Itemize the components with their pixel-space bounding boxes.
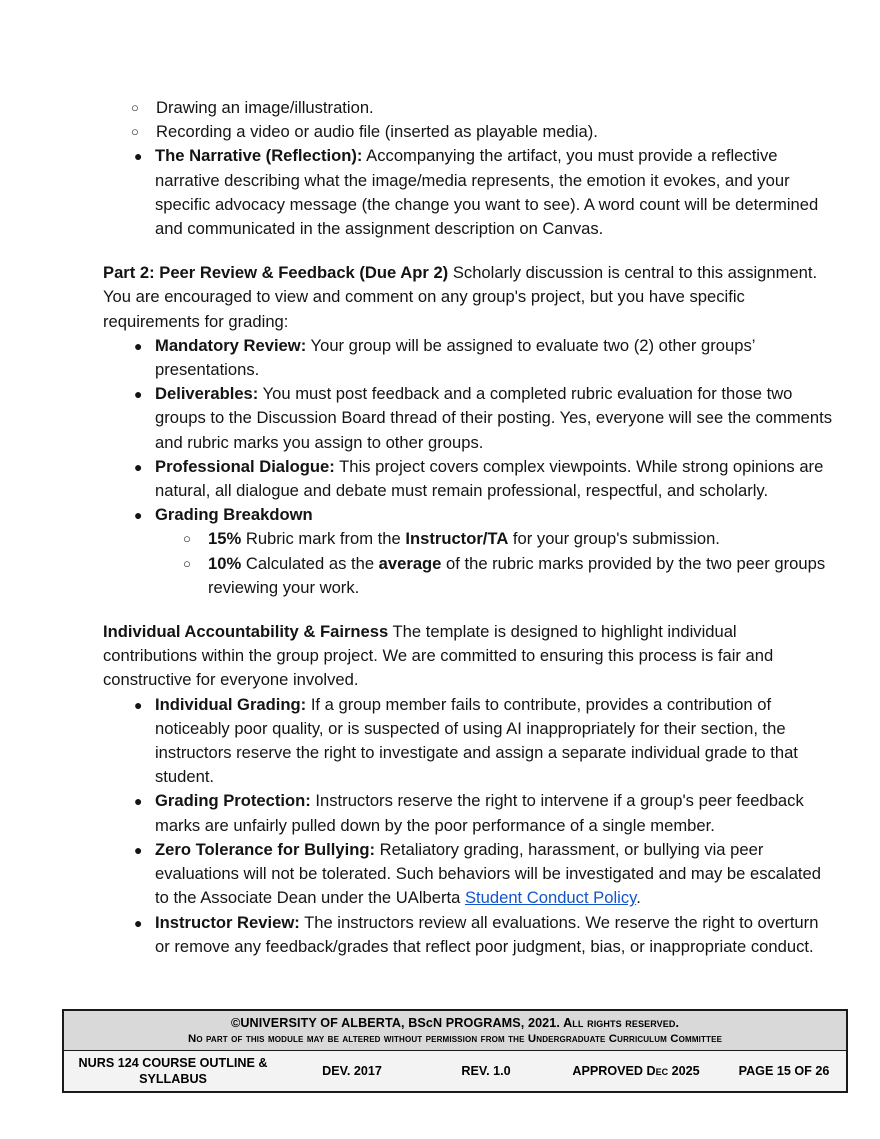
footer-cell-rev: REV. 1.0 <box>461 1064 511 1078</box>
list-item-text: Calculated as the <box>241 553 379 573</box>
disc-bullet-icon: ● <box>134 914 143 931</box>
list-item-text: Accompanying the artifact, you must provide a reflective narrative describing what the image/media represents, the emotion it evokes, and your specific advocacy message (the change you want to see). A word count will be determined and communicated in the assignment description on Canvas. <box>155 146 819 239</box>
footer-cell-page-number: PAGE 15 OF 26 <box>738 1064 830 1078</box>
paragraph-lead: Part 2: Peer Review & Feedback (Due Apr 2) <box>103 263 449 283</box>
circle-bullet-icon: ○ <box>183 555 191 571</box>
list-item-text: Recording a video or audio file (inserted as playable media). <box>156 122 598 142</box>
list-item-lead: Deliverables: <box>155 384 259 404</box>
disc-bullet-icon: ● <box>134 337 143 354</box>
list-item-text-tail: of the rubric marks provided by the two peer groups reviewing your work. <box>208 553 826 597</box>
paragraph-text: The template is designed to highlight individual contributions within the group project. We are committed to ensuring this process is fair and constructive for everyone involved. <box>103 622 774 690</box>
list-item-text: Your group will be assigned to evaluate two (2) other groups’ presentations. <box>155 335 755 380</box>
disc-bullet-icon: ● <box>134 148 143 165</box>
paragraph-lead: Individual Accountability & Fairness <box>103 622 389 642</box>
page-footer <box>62 1009 848 1093</box>
list-item-lead: Instructor Review: <box>155 912 300 932</box>
list-item-text: If a group member fails to contribute, provides a contribution of noticeably poor quality, or is suspected of using AI inappropriately for their section, the instructors reserve the right to investigate and assign a separate individual grade to that student. <box>155 694 798 787</box>
footer-cell-dev: DEV. 2017 <box>322 1064 382 1078</box>
footer-approved-label: APPROVED <box>572 1064 647 1078</box>
disc-bullet-icon: ● <box>134 841 143 858</box>
list-item-lead: 10% <box>208 553 242 573</box>
list-item <box>103 503 833 600</box>
list-item-emphasis: average <box>378 553 442 573</box>
circle-bullet-icon: ○ <box>183 531 191 547</box>
list-item <box>103 334 833 382</box>
list-item-text: Rubric mark from the <box>241 529 406 549</box>
list-item-lead: Zero Tolerance for Bullying: <box>155 839 376 859</box>
main-list-peer-review <box>103 334 833 600</box>
list-item <box>103 120 833 144</box>
list-item-text: The instructors review all evaluations. We reserve the right to overturn or remove any feedback/grades that reflect poor judgment, bias, or inappropriate conduct. <box>155 912 819 956</box>
disc-bullet-icon: ● <box>134 458 143 475</box>
list-item-emphasis: Instructor/TA <box>405 529 509 549</box>
circle-bullet-icon: ○ <box>131 124 139 140</box>
footer-copyright-main: ©UNIVERSITY OF ALBERTA, BScN PROGRAMS, 2021. <box>230 1016 560 1030</box>
student-conduct-policy-link[interactable]: Student Conduct Policy <box>464 888 637 908</box>
sub-list-artifact-options <box>103 96 833 144</box>
list-item-text: Drawing an image/illustration. <box>156 98 374 117</box>
list-item <box>103 382 833 455</box>
list-item <box>155 527 833 551</box>
list-item <box>103 96 833 120</box>
paragraph-text: Scholarly discussion is central to this assignment. You are encouraged to view and comment on any group's project, but you have specific requirements for grading: <box>103 263 818 331</box>
footer-copyright-rights: All rights reserved. <box>559 1016 680 1030</box>
main-list-narrative <box>103 144 833 241</box>
list-item-lead: Mandatory Review: <box>155 335 307 355</box>
list-item-lead: Professional Dialogue: <box>155 456 335 476</box>
sub-list-grading-breakdown <box>155 527 833 600</box>
list-item-lead: The Narrative (Reflection): <box>155 146 363 166</box>
main-list-fairness <box>103 693 833 959</box>
document-content <box>103 96 833 959</box>
list-item <box>103 911 833 959</box>
list-item <box>103 789 833 837</box>
list-item-text: Retaliatory grading, harassment, or bullying via peer evaluations will not be tolerated. Such behaviors will be investigated and may be escalated to the Associate Dean under the UAlberta <box>155 839 821 908</box>
paragraph-individual-accountability <box>103 620 833 693</box>
list-item <box>103 455 833 503</box>
disc-bullet-icon: ● <box>134 386 143 403</box>
list-item-lead: Grading Breakdown <box>155 505 313 525</box>
footer-notice-band <box>64 1011 846 1051</box>
footer-copyright <box>70 1015 840 1031</box>
list-item <box>103 144 833 241</box>
list-item-text: Instructors reserve the right to intervene if a group's peer feedback marks are unfairly pulled down by the poor performance of a single member. <box>155 791 804 835</box>
list-item-lead: 15% <box>208 529 242 549</box>
list-item-lead: Grading Protection: <box>155 791 311 811</box>
list-item <box>155 552 833 600</box>
footer-cell-approved <box>550 1060 722 1082</box>
footer-alteration-notice: No part of this module may be altered without permission from the Undergraduate Curriculum Committee <box>187 1033 723 1045</box>
list-item <box>103 838 833 911</box>
disc-bullet-icon: ● <box>134 793 143 810</box>
list-item-text: You must post feedback and a completed rubric evaluation for those two groups to the Discussion Board thread of their posting. Yes, everyone will see the comments and rubric marks you assign to other groups. <box>155 384 833 452</box>
disc-bullet-icon: ● <box>134 696 143 713</box>
list-item <box>103 693 833 790</box>
footer-meta-row <box>64 1051 846 1091</box>
list-item-text: This project covers complex viewpoints. While strong opinions are natural, all dialogue and debate must remain professional, respectful, and scholarly. <box>155 456 824 501</box>
disc-bullet-icon: ● <box>134 507 143 524</box>
circle-bullet-icon: ○ <box>131 100 139 115</box>
footer-cell-course-title: NURS 124 COURSE OUTLINE & SYLLABUS <box>78 1056 268 1086</box>
list-item-text-tail: for your group's submission. <box>508 529 720 549</box>
paragraph-part2 <box>103 261 833 334</box>
list-item-lead: Individual Grading: <box>155 694 307 714</box>
footer-approved-date: Dec 2025 <box>646 1064 700 1078</box>
list-item-text-tail: . <box>636 888 641 908</box>
